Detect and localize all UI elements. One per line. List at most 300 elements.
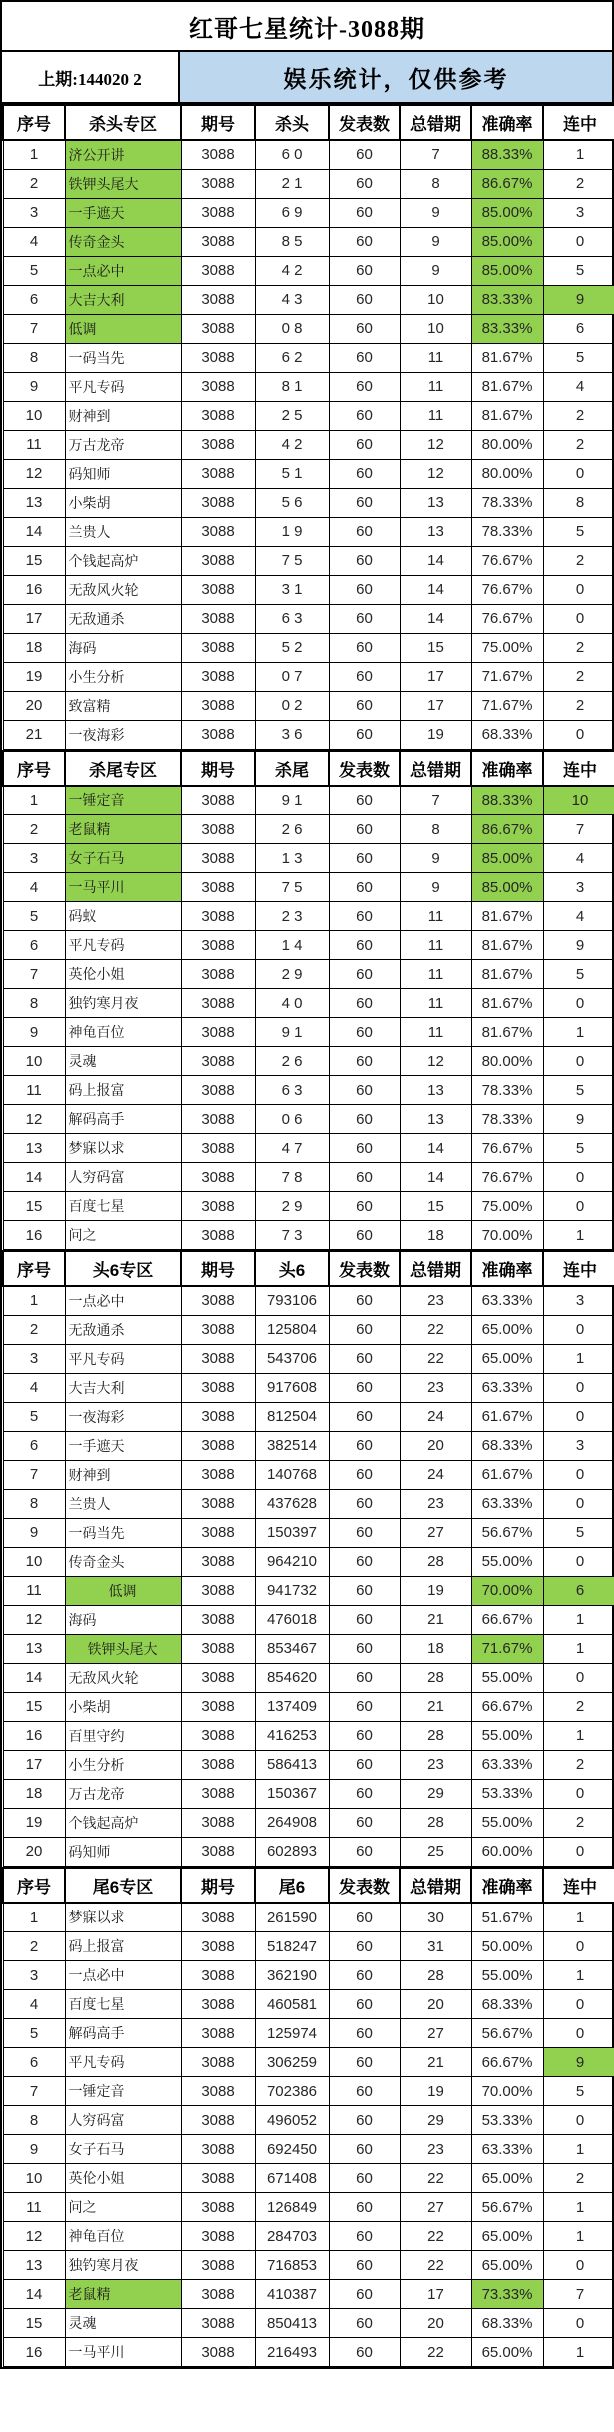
col-header-accuracy: 准确率: [471, 105, 543, 140]
cell-streak: 0: [543, 2309, 614, 2338]
col-header-published: 发表数: [329, 105, 400, 140]
cell-index: 6: [3, 931, 65, 960]
cell-pick: 150397: [255, 1518, 329, 1547]
cell-pick: 437628: [255, 1489, 329, 1518]
cell-pick: 917608: [255, 1373, 329, 1402]
cell-pick: 964210: [255, 1547, 329, 1576]
cell-published: 60: [329, 720, 400, 749]
col-header-published: 发表数: [329, 1868, 400, 1903]
cell-published: 60: [329, 140, 400, 169]
cell-published: 60: [329, 873, 400, 902]
cell-pick: 1 4: [255, 931, 329, 960]
cell-streak: 5: [543, 343, 614, 372]
cell-published: 60: [329, 844, 400, 873]
cell-streak: 0: [543, 1837, 614, 1866]
cell-streak: 0: [543, 1402, 614, 1431]
cell-total-miss: 22: [400, 2164, 471, 2193]
cell-zone-name: 女子石马: [65, 844, 181, 873]
table-row: [3, 844, 614, 873]
cell-total-miss: 28: [400, 1808, 471, 1837]
cell-published: 60: [329, 1315, 400, 1344]
cell-streak: 1: [543, 1221, 614, 1250]
cell-accuracy: 83.33%: [471, 314, 543, 343]
cell-streak: 0: [543, 1990, 614, 2019]
cell-zone-name: 码知师: [65, 1837, 181, 1866]
cell-published: 60: [329, 372, 400, 401]
cell-zone-name: 一码当先: [65, 343, 181, 372]
cell-total-miss: 7: [400, 140, 471, 169]
cell-issue: 3088: [181, 1605, 255, 1634]
cell-zone-name: 传奇金头: [65, 1547, 181, 1576]
cell-issue: 3088: [181, 1373, 255, 1402]
cell-issue: 3088: [181, 2309, 255, 2338]
cell-accuracy: 68.33%: [471, 720, 543, 749]
cell-pick: 854620: [255, 1663, 329, 1692]
cell-issue: 3088: [181, 960, 255, 989]
cell-zone-name: 百里守约: [65, 1721, 181, 1750]
cell-zone-name: 一点必中: [65, 1286, 181, 1315]
cell-total-miss: 29: [400, 2106, 471, 2135]
cell-issue: 3088: [181, 1518, 255, 1547]
col-header-pick: 头6: [255, 1251, 329, 1286]
notice-banner: 娱乐统计，仅供参考: [180, 52, 612, 102]
table-row: [3, 633, 614, 662]
cell-zone-name: 传奇金头: [65, 227, 181, 256]
cell-zone-name: 大吉大利: [65, 285, 181, 314]
cell-published: 60: [329, 989, 400, 1018]
cell-accuracy: 78.33%: [471, 488, 543, 517]
cell-accuracy: 88.33%: [471, 786, 543, 815]
cell-streak: 5: [543, 1518, 614, 1547]
table-row: [3, 314, 614, 343]
cell-zone-name: 无敌风火轮: [65, 575, 181, 604]
table-row: [3, 1663, 614, 1692]
cell-index: 2: [3, 815, 65, 844]
cell-published: 60: [329, 314, 400, 343]
cell-pick: 362190: [255, 1961, 329, 1990]
cell-streak: 0: [543, 604, 614, 633]
table-row: [3, 989, 614, 1018]
cell-published: 60: [329, 517, 400, 546]
col-header-issue: 期号: [181, 105, 255, 140]
cell-zone-name: 百度七星: [65, 1192, 181, 1221]
cell-pick: 2 1: [255, 169, 329, 198]
cell-zone-name: 平凡专码: [65, 372, 181, 401]
cell-accuracy: 65.00%: [471, 1344, 543, 1373]
cell-zone-name: 平凡专码: [65, 1344, 181, 1373]
col-header-pick: 杀尾: [255, 751, 329, 786]
cell-streak: 0: [543, 1373, 614, 1402]
cell-total-miss: 9: [400, 256, 471, 285]
table-row: [3, 546, 614, 575]
cell-pick: 812504: [255, 1402, 329, 1431]
cell-published: 60: [329, 1373, 400, 1402]
cell-total-miss: 27: [400, 1518, 471, 1547]
table-row: [3, 1315, 614, 1344]
cell-accuracy: 73.33%: [471, 2280, 543, 2309]
cell-zone-name: 无敌风火轮: [65, 1663, 181, 1692]
cell-index: 6: [3, 2048, 65, 2077]
cell-total-miss: 23: [400, 1750, 471, 1779]
cell-streak: 0: [543, 1779, 614, 1808]
cell-pick: 216493: [255, 2338, 329, 2367]
cell-issue: 3088: [181, 2106, 255, 2135]
cell-accuracy: 66.67%: [471, 2048, 543, 2077]
cell-accuracy: 71.67%: [471, 1634, 543, 1663]
cell-accuracy: 75.00%: [471, 1192, 543, 1221]
table-row: [3, 1076, 614, 1105]
cell-accuracy: 56.67%: [471, 2193, 543, 2222]
cell-index: 20: [3, 1837, 65, 1866]
cell-index: 1: [3, 140, 65, 169]
last-issue-label: 上期:144020 2: [2, 52, 180, 102]
cell-issue: 3088: [181, 1076, 255, 1105]
cell-index: 14: [3, 517, 65, 546]
cell-zone-name: 神龟百位: [65, 2222, 181, 2251]
cell-issue: 3088: [181, 1286, 255, 1315]
cell-published: 60: [329, 1460, 400, 1489]
cell-total-miss: 15: [400, 633, 471, 662]
cell-issue: 3088: [181, 1105, 255, 1134]
cell-zone-name: 小生分析: [65, 662, 181, 691]
cell-issue: 3088: [181, 314, 255, 343]
cell-pick: 692450: [255, 2135, 329, 2164]
cell-total-miss: 11: [400, 343, 471, 372]
cell-published: 60: [329, 1402, 400, 1431]
cell-zone-name: 女子石马: [65, 2135, 181, 2164]
cell-index: 16: [3, 575, 65, 604]
table-row: [3, 198, 614, 227]
cell-accuracy: 85.00%: [471, 198, 543, 227]
cell-pick: 460581: [255, 1990, 329, 2019]
cell-total-miss: 23: [400, 2135, 471, 2164]
col-header-issue: 期号: [181, 751, 255, 786]
cell-issue: 3088: [181, 1779, 255, 1808]
cell-issue: 3088: [181, 604, 255, 633]
table-row: [3, 2106, 614, 2135]
cell-accuracy: 85.00%: [471, 844, 543, 873]
cell-streak: 1: [543, 1344, 614, 1373]
table-row: [3, 372, 614, 401]
cell-zone-name: 小生分析: [65, 1750, 181, 1779]
cell-published: 60: [329, 430, 400, 459]
col-header-zone: 头6专区: [65, 1251, 181, 1286]
cell-pick: 2 5: [255, 401, 329, 430]
table-row: [3, 2309, 614, 2338]
cell-issue: 3088: [181, 1192, 255, 1221]
cell-index: 9: [3, 1518, 65, 1547]
cell-published: 60: [329, 227, 400, 256]
cell-zone-name: 财神到: [65, 1460, 181, 1489]
cell-streak: 8: [543, 488, 614, 517]
cell-pick: 2 6: [255, 815, 329, 844]
cell-total-miss: 28: [400, 1721, 471, 1750]
cell-issue: 3088: [181, 1721, 255, 1750]
cell-zone-name: 万古龙帝: [65, 430, 181, 459]
table-row: [3, 1808, 614, 1837]
cell-total-miss: 17: [400, 691, 471, 720]
cell-pick: 126849: [255, 2193, 329, 2222]
table-row: [3, 1779, 614, 1808]
cell-published: 60: [329, 1721, 400, 1750]
cell-pick: 125804: [255, 1315, 329, 1344]
cell-issue: 3088: [181, 575, 255, 604]
cell-issue: 3088: [181, 488, 255, 517]
cell-published: 60: [329, 2019, 400, 2048]
col-header-streak: 连中: [543, 1868, 614, 1903]
cell-zone-name: 一锤定音: [65, 2077, 181, 2106]
cell-zone-name: 小柴胡: [65, 488, 181, 517]
table-row: [3, 1286, 614, 1315]
table-row: [3, 430, 614, 459]
cell-published: 60: [329, 169, 400, 198]
cell-accuracy: 65.00%: [471, 2164, 543, 2193]
cell-total-miss: 14: [400, 575, 471, 604]
cell-accuracy: 68.33%: [471, 1431, 543, 1460]
cell-zone-name: 个钱起高炉: [65, 1808, 181, 1837]
cell-zone-name: 老鼠精: [65, 815, 181, 844]
cell-published: 60: [329, 575, 400, 604]
cell-zone-name: 一锤定音: [65, 786, 181, 815]
table-row: [3, 1721, 614, 1750]
cell-issue: 3088: [181, 1932, 255, 1961]
cell-zone-name: 平凡专码: [65, 931, 181, 960]
cell-published: 60: [329, 1837, 400, 1866]
cell-total-miss: 24: [400, 1460, 471, 1489]
cell-streak: 4: [543, 844, 614, 873]
cell-issue: 3088: [181, 1489, 255, 1518]
cell-pick: 2 6: [255, 1047, 329, 1076]
col-header-accuracy: 准确率: [471, 1868, 543, 1903]
cell-total-miss: 29: [400, 1779, 471, 1808]
cell-issue: 3088: [181, 662, 255, 691]
cell-total-miss: 23: [400, 1489, 471, 1518]
cell-index: 4: [3, 873, 65, 902]
cell-total-miss: 9: [400, 227, 471, 256]
col-header-zone: 杀头专区: [65, 105, 181, 140]
cell-streak: 2: [543, 169, 614, 198]
cell-index: 2: [3, 169, 65, 198]
cell-pick: 476018: [255, 1605, 329, 1634]
cell-index: 13: [3, 1134, 65, 1163]
cell-index: 5: [3, 1402, 65, 1431]
cell-zone-name: 一手遮天: [65, 198, 181, 227]
cell-issue: 3088: [181, 343, 255, 372]
cell-index: 13: [3, 1634, 65, 1663]
cell-streak: 1: [543, 1018, 614, 1047]
cell-issue: 3088: [181, 720, 255, 749]
cell-published: 60: [329, 343, 400, 372]
cell-streak: 5: [543, 1076, 614, 1105]
table-row: [3, 488, 614, 517]
table-row: [3, 1373, 614, 1402]
cell-streak: 1: [543, 2222, 614, 2251]
cell-streak: 1: [543, 1721, 614, 1750]
cell-total-miss: 28: [400, 1961, 471, 1990]
table-row: [3, 1018, 614, 1047]
cell-total-miss: 9: [400, 844, 471, 873]
cell-accuracy: 86.67%: [471, 815, 543, 844]
col-header-total-miss: 总错期: [400, 1251, 471, 1286]
col-header-issue: 期号: [181, 1868, 255, 1903]
cell-streak: 0: [543, 2251, 614, 2280]
cell-streak: 2: [543, 633, 614, 662]
cell-streak: 3: [543, 1431, 614, 1460]
table-row: [3, 2251, 614, 2280]
table-row: [3, 1837, 614, 1866]
cell-issue: 3088: [181, 2019, 255, 2048]
cell-published: 60: [329, 256, 400, 285]
cell-index: 14: [3, 2280, 65, 2309]
cell-published: 60: [329, 691, 400, 720]
cell-issue: 3088: [181, 1315, 255, 1344]
cell-published: 60: [329, 1932, 400, 1961]
cell-published: 60: [329, 2251, 400, 2280]
cell-streak: 9: [543, 931, 614, 960]
cell-zone-name: 铁钾头尾大: [65, 1634, 181, 1663]
cell-accuracy: 76.67%: [471, 575, 543, 604]
cell-zone-name: 一马平川: [65, 873, 181, 902]
cell-published: 60: [329, 401, 400, 430]
cell-streak: 0: [543, 1547, 614, 1576]
cell-accuracy: 81.67%: [471, 372, 543, 401]
cell-total-miss: 7: [400, 786, 471, 815]
table-row: [3, 2048, 614, 2077]
cell-streak: 4: [543, 372, 614, 401]
table-row: [3, 1692, 614, 1721]
cell-published: 60: [329, 662, 400, 691]
cell-accuracy: 76.67%: [471, 1163, 543, 1192]
cell-total-miss: 10: [400, 314, 471, 343]
cell-index: 1: [3, 786, 65, 815]
cell-accuracy: 66.67%: [471, 1605, 543, 1634]
cell-pick: 671408: [255, 2164, 329, 2193]
cell-pick: 8 5: [255, 227, 329, 256]
col-header-pick: 杀头: [255, 105, 329, 140]
cell-total-miss: 11: [400, 931, 471, 960]
cell-pick: 5 2: [255, 633, 329, 662]
cell-published: 60: [329, 1903, 400, 1932]
cell-zone-name: 海码: [65, 633, 181, 662]
cell-index: 14: [3, 1163, 65, 1192]
cell-index: 17: [3, 1750, 65, 1779]
cell-published: 60: [329, 1605, 400, 1634]
cell-issue: 3088: [181, 1903, 255, 1932]
col-header-total-miss: 总错期: [400, 751, 471, 786]
cell-index: 3: [3, 198, 65, 227]
cell-zone-name: 个钱起高炉: [65, 546, 181, 575]
cell-accuracy: 76.67%: [471, 604, 543, 633]
cell-streak: 6: [543, 1576, 614, 1605]
cell-streak: 1: [543, 1903, 614, 1932]
cell-issue: 3088: [181, 401, 255, 430]
cell-published: 60: [329, 2309, 400, 2338]
cell-issue: 3088: [181, 517, 255, 546]
cell-streak: 1: [543, 2135, 614, 2164]
cell-streak: 5: [543, 256, 614, 285]
cell-index: 10: [3, 1047, 65, 1076]
cell-zone-name: 人穷码富: [65, 2106, 181, 2135]
cell-issue: 3088: [181, 546, 255, 575]
cell-published: 60: [329, 2338, 400, 2367]
cell-accuracy: 71.67%: [471, 662, 543, 691]
cell-pick: 702386: [255, 2077, 329, 2106]
col-header-streak: 连中: [543, 105, 614, 140]
cell-total-miss: 17: [400, 2280, 471, 2309]
cell-streak: 6: [543, 314, 614, 343]
cell-zone-name: 万古龙帝: [65, 1779, 181, 1808]
cell-accuracy: 56.67%: [471, 1518, 543, 1547]
cell-total-miss: 14: [400, 1163, 471, 1192]
cell-accuracy: 81.67%: [471, 989, 543, 1018]
cell-accuracy: 50.00%: [471, 1932, 543, 1961]
cell-streak: 1: [543, 2193, 614, 2222]
cell-streak: 1: [543, 2338, 614, 2367]
cell-streak: 0: [543, 989, 614, 1018]
table-row: [3, 691, 614, 720]
cell-total-miss: 11: [400, 1018, 471, 1047]
table-row: [3, 1576, 614, 1605]
cell-published: 60: [329, 1431, 400, 1460]
table-row: [3, 1990, 614, 2019]
cell-pick: 6 0: [255, 140, 329, 169]
cell-pick: 0 8: [255, 314, 329, 343]
cell-total-miss: 20: [400, 1990, 471, 2019]
cell-accuracy: 53.33%: [471, 1779, 543, 1808]
cell-total-miss: 12: [400, 459, 471, 488]
cell-published: 60: [329, 1692, 400, 1721]
cell-accuracy: 56.67%: [471, 2019, 543, 2048]
col-header-total-miss: 总错期: [400, 1868, 471, 1903]
cell-index: 5: [3, 902, 65, 931]
cell-issue: 3088: [181, 1576, 255, 1605]
cell-accuracy: 81.67%: [471, 401, 543, 430]
cell-streak: 9: [543, 1105, 614, 1134]
table-row: [3, 2193, 614, 2222]
cell-zone-name: 济公开讲: [65, 140, 181, 169]
cell-index: 6: [3, 1431, 65, 1460]
cell-issue: 3088: [181, 1634, 255, 1663]
cell-total-miss: 8: [400, 815, 471, 844]
cell-issue: 3088: [181, 1431, 255, 1460]
cell-streak: 0: [543, 459, 614, 488]
cell-published: 60: [329, 2164, 400, 2193]
cell-issue: 3088: [181, 1990, 255, 2019]
cell-index: 4: [3, 1990, 65, 2019]
table-row: [3, 1134, 614, 1163]
cell-streak: 3: [543, 873, 614, 902]
cell-total-miss: 21: [400, 2048, 471, 2077]
cell-issue: 3088: [181, 902, 255, 931]
table-row: [3, 575, 614, 604]
cell-published: 60: [329, 2222, 400, 2251]
cell-total-miss: 23: [400, 1286, 471, 1315]
cell-issue: 3088: [181, 2222, 255, 2251]
cell-zone-name: 解码高手: [65, 2019, 181, 2048]
cell-streak: 3: [543, 198, 614, 227]
cell-index: 15: [3, 2309, 65, 2338]
cell-published: 60: [329, 2048, 400, 2077]
table-row: [3, 2019, 614, 2048]
cell-streak: 0: [543, 575, 614, 604]
col-header-index: 序号: [3, 105, 65, 140]
table-header-row: [3, 1251, 614, 1286]
cell-accuracy: 70.00%: [471, 1221, 543, 1250]
cell-zone-name: 解码高手: [65, 1105, 181, 1134]
cell-index: 7: [3, 960, 65, 989]
cell-index: 10: [3, 2164, 65, 2193]
cell-accuracy: 78.33%: [471, 1076, 543, 1105]
